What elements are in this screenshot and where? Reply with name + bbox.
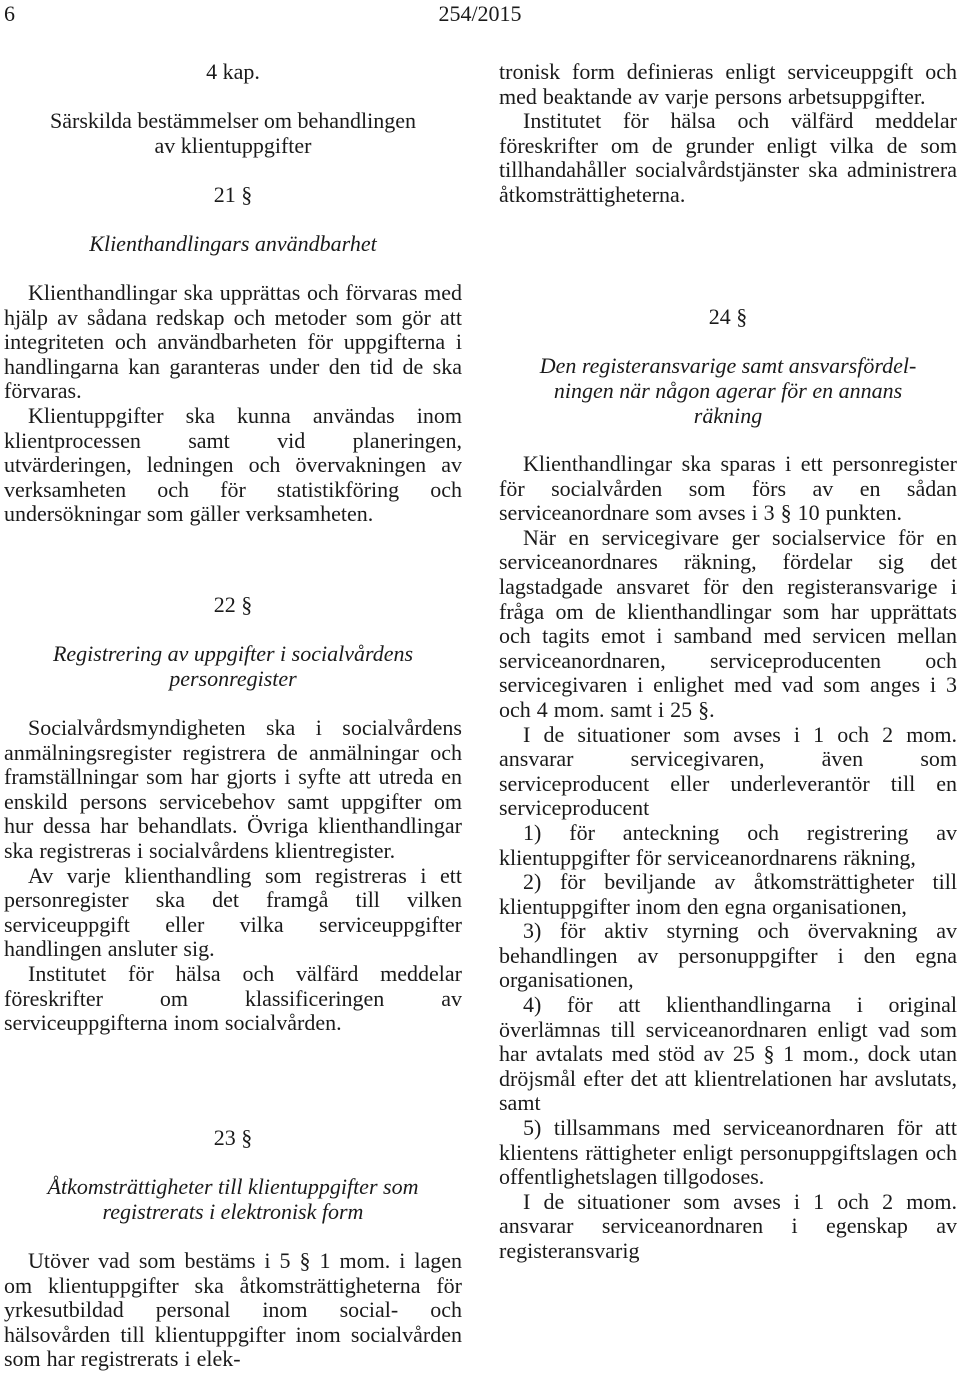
- section-24-paragraph-4: I de situationer som avses i 1 och 2 mom. ansvarar serviceanordnaren i egenskap av registeransvarig: [499, 1188, 957, 1263]
- continuation-paragraph-2: Institutet för hälsa och välfärd meddelar föreskrifter om de grunder enligt vilka de som tillhandahåller socialvårdstjänster ska administrera åtkomsträttigheterna.: [499, 108, 957, 207]
- section-22-number: 22 §: [213, 592, 253, 617]
- section-24-title-line-1: Den registeransvarige samt ansvarsfördel-: [539, 353, 917, 378]
- section-22-paragraph-2: Av varje klienthandling som registreras i ett personregister ska det framgå till vilken serviceuppgift eller vilka serviceuppgifter handlingen ansluter sig.: [4, 862, 462, 962]
- section-23-title-line-1: Åtkomsträttigheter till klientuppgifter som: [47, 1174, 419, 1199]
- section-23-body: [4, 1249, 462, 1372]
- section-21-body: [4, 281, 462, 527]
- section-23-number: 23 §: [213, 1125, 253, 1150]
- list-item: 3) för aktiv styrning och övervakning av behandlingen av personuppgifter i den egna organisationen,: [499, 918, 957, 993]
- section-22-title-line-1: Registrering av uppgifter i socialvårdens: [52, 641, 414, 666]
- section-24-paragraph-3: I de situationer som avses i 1 och 2 mom. ansvarar servicegivaren, även som serviceproducent eller underleverantör till en serviceproducent: [499, 721, 957, 821]
- section-22-body: [4, 716, 462, 1036]
- section-23-title-line-2: registrerats i elektronisk form: [102, 1199, 364, 1224]
- section-21-paragraph-1: Klienthandlingar ska upprättas och förvaras med hjälp av sådana redskap och metoder som gör att integriteten och användbarheten för uppgifterna i handlingarna kan garanteras under den tid de ska förvaras.: [4, 280, 462, 404]
- section-22-paragraph-1: Socialvårdsmyndigheten ska i socialvårdens anmälningsregister registrera de anmälningar och framställningar som har gjorts i syfte att utreda en enskild persons servicebehov samt uppgifter om hur dessa har behandlats. Övriga klienthandlingar ska registreras i socialvårdens klientregister.: [4, 715, 462, 863]
- section-23-continuation: [499, 60, 957, 208]
- section-24-list: [499, 821, 957, 1190]
- section-22-paragraph-3: Institutet för hälsa och välfärd meddelar föreskrifter om klassificeringen av serviceuppgifterna inom socialvården.: [4, 960, 462, 1036]
- section-23-paragraph-1: Utöver vad som bestäms i 5 § 1 mom. i lagen om klientuppgifter ska åtkomsträttigheterna för yrkesutbildad personal inom social- och hälsovården till klientuppgifter inom socialvården som har registrerats i elek-: [4, 1248, 462, 1372]
- chapter-heading: 4 kap.: [206, 59, 260, 84]
- chapter-title-line-2: av klientuppgifter: [154, 133, 312, 158]
- section-21-number: 21 §: [213, 182, 253, 207]
- list-item: 4) för att klienthandlingarna i original överlämnas till serviceanordnaren enligt vad som har avtalats med stöd av 25 § 1 mom., dock utan dröjsmål efter det att klientrelationen har avslutats, samt: [499, 992, 957, 1116]
- section-24-paragraph-2: När en servicegivare ger socialservice för en serviceanordnares räkning, fördelar sig det lagstadgade ansvaret för den registeransvarige i fråga om de klienthandlingar som har upprättats och tagits emot i samband med servicen mellan serviceanordnaren, serviceproducenten och servicegivaren i enlighet med vad som anges i 3 och 4 mom. samt i 25 §.: [499, 524, 957, 722]
- continuation-paragraph-1: tronisk form definieras enligt serviceuppgift och med beaktande av varje persons arbetsuppgifter.: [499, 59, 957, 109]
- section-24-body: [499, 452, 957, 1264]
- list-item: 5) tillsammans med serviceanordnaren för att klientens rättigheter enligt personuppgiftslagen och offentlighetslagen tillgodoses.: [499, 1115, 957, 1190]
- section-24-paragraph-1: Klienthandlingar ska sparas i ett personregister för socialvården som förs av en sådan serviceanordnare som avses i 3 § 10 punkten.: [499, 451, 957, 526]
- section-21-paragraph-2: Klientuppgifter ska kunna användas inom klientprocessen samt vid planeringen, utvärderingen, ledningen och övervakningen av verksamheten och för statistikföring och undersökningar som gäller verksamheten.: [4, 402, 462, 527]
- section-21-title: Klienthandlingars användbarhet: [89, 231, 377, 256]
- list-item: 2) för beviljande av åtkomsträttigheter till klientuppgifter inom den egna organisationen,: [499, 869, 957, 919]
- section-24-title-line-3: räkning: [693, 403, 763, 428]
- page-number: 6: [4, 1, 15, 26]
- chapter-title-line-1: Särskilda bestämmelser om behandlingen: [50, 108, 416, 133]
- section-22-title-line-2: personregister: [169, 666, 297, 691]
- section-24-title-line-2: ningen när någon agerar för en annans: [553, 378, 903, 403]
- section-24-number: 24 §: [708, 304, 748, 329]
- document-id: 254/2015: [438, 1, 522, 26]
- list-item: 1) för anteckning och registrering av klientuppgifter för serviceanordnarens räkning,: [499, 819, 957, 870]
